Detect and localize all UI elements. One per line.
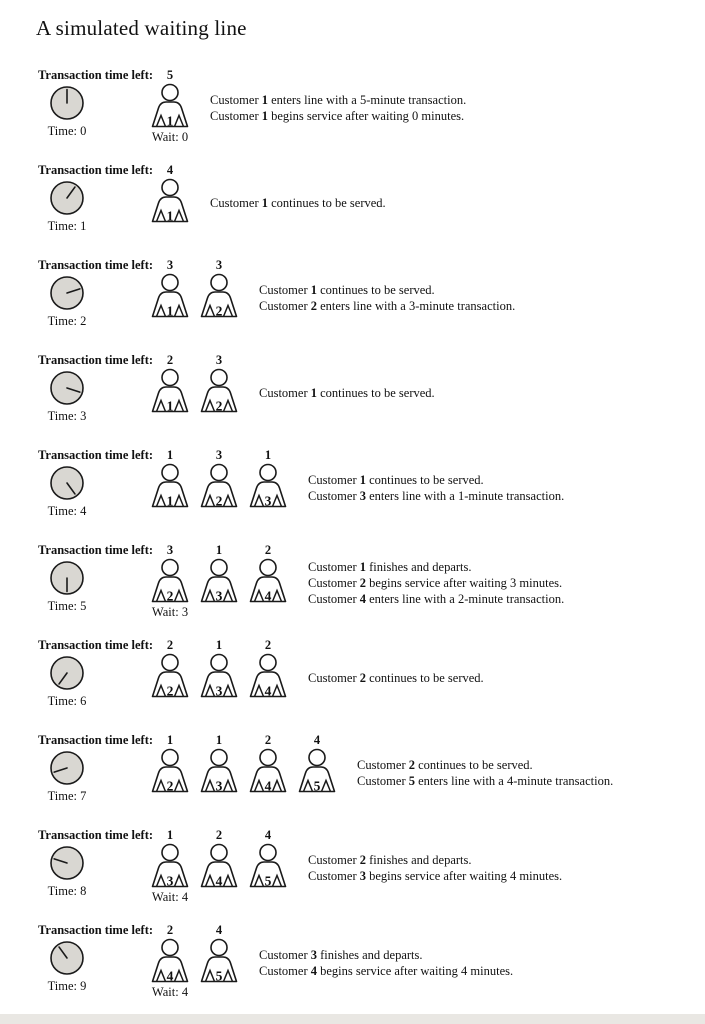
simulation-step <box>0 733 705 828</box>
customer-icon <box>196 938 242 984</box>
customer-ref-number: 5 <box>408 774 415 788</box>
transaction-time-value: 1 <box>166 448 174 462</box>
event-text <box>308 841 562 895</box>
event-line: Customer 2 enters line with a 3-minute transaction. <box>259 299 516 313</box>
customer-ref-number: 1 <box>261 93 268 107</box>
svg-text:4: 4 <box>264 683 272 699</box>
time-label: Time: 1 <box>47 219 87 233</box>
transaction-time-value: 2 <box>264 543 272 557</box>
customer-icon <box>196 463 242 509</box>
svg-text:2: 2 <box>215 398 223 414</box>
event-line: Customer 4 enters line with a 2-minute transaction. <box>308 592 565 606</box>
svg-text:4: 4 <box>215 873 223 889</box>
customer-ref-number: 1 <box>359 473 366 487</box>
event-line: Customer 2 continues to be served. <box>357 758 533 772</box>
svg-text:3: 3 <box>166 873 174 889</box>
svg-text:2: 2 <box>215 303 223 319</box>
customer-icon <box>147 653 193 699</box>
event-line: Customer 1 continues to be served. <box>308 473 484 487</box>
customer-icon <box>294 748 340 794</box>
event-text <box>259 936 513 990</box>
transaction-time-value: 1 <box>264 448 272 462</box>
time-label: Time: 2 <box>47 314 87 328</box>
transaction-time-value: 2 <box>166 923 174 937</box>
transaction-time-value: 3 <box>215 258 223 272</box>
simulation-rows <box>0 68 705 1018</box>
customer-ref-number: 1 <box>310 283 317 297</box>
customer-ref-number: 4 <box>359 592 366 606</box>
transaction-time-value: 4 <box>313 733 321 747</box>
customer-ref-number: 1 <box>359 560 366 574</box>
event-line: Customer 5 enters line with a 4-minute transaction. <box>357 774 614 788</box>
event-line: Customer 1 continues to be served. <box>259 283 435 297</box>
customer-ref-number: 3 <box>359 869 366 883</box>
clock-icon <box>49 655 85 691</box>
transaction-time-value: 1 <box>215 543 223 557</box>
transaction-time-value: 5 <box>166 68 174 82</box>
customer-icon <box>196 843 242 889</box>
svg-text:1: 1 <box>166 398 174 414</box>
svg-text:2: 2 <box>166 588 174 604</box>
customer-ref-number: 1 <box>310 386 317 400</box>
event-text <box>308 556 564 610</box>
transaction-time-value: 3 <box>215 448 223 462</box>
event-text <box>308 461 564 515</box>
transaction-time-label: Transaction time left: <box>38 448 154 462</box>
svg-text:5: 5 <box>215 968 223 984</box>
event-line: Customer 1 finishes and departs. <box>308 560 472 574</box>
svg-text:3: 3 <box>215 778 223 794</box>
clock-icon <box>49 940 85 976</box>
svg-text:1: 1 <box>166 113 174 129</box>
simulation-step <box>0 258 705 353</box>
time-label: Time: 9 <box>47 979 87 993</box>
svg-text:5: 5 <box>313 778 321 794</box>
transaction-time-value: 2 <box>166 638 174 652</box>
time-label: Time: 7 <box>47 789 87 803</box>
transaction-time-value: 1 <box>215 638 223 652</box>
event-line: Customer 2 continues to be served. <box>308 671 484 685</box>
event-line: Customer 4 begins service after waiting 4 minutes. <box>259 964 514 978</box>
event-line: Customer 3 finishes and departs. <box>259 948 423 962</box>
svg-text:1: 1 <box>166 208 174 224</box>
customer-icon <box>147 558 193 604</box>
clock-icon <box>49 560 85 596</box>
svg-text:3: 3 <box>215 588 223 604</box>
customer-ref-number: 1 <box>261 196 268 210</box>
customer-icon <box>147 938 193 984</box>
clock-icon <box>49 845 85 881</box>
svg-text:1: 1 <box>166 303 174 319</box>
customer-icon <box>147 843 193 889</box>
svg-text:4: 4 <box>264 778 272 794</box>
transaction-time-label: Transaction time left: <box>38 68 154 82</box>
customer-icon <box>147 748 193 794</box>
customer-icon <box>245 558 291 604</box>
simulation-step <box>0 448 705 543</box>
transaction-time-value: 1 <box>215 733 223 747</box>
transaction-time-value: 3 <box>215 353 223 367</box>
customer-icon <box>196 748 242 794</box>
customer-ref-number: 1 <box>261 109 268 123</box>
simulation-step <box>0 353 705 448</box>
time-label: Time: 3 <box>47 409 87 423</box>
simulation-step <box>0 543 705 638</box>
simulation-step <box>0 638 705 733</box>
svg-text:1: 1 <box>166 493 174 509</box>
simulation-step <box>0 163 705 258</box>
transaction-time-label: Transaction time left: <box>38 733 154 747</box>
transaction-time-value: 2 <box>215 828 223 842</box>
event-text <box>357 746 613 800</box>
event-line: Customer 2 begins service after waiting 3 minutes. <box>308 576 563 590</box>
event-line: Customer 1 enters line with a 5-minute transaction. <box>210 93 467 107</box>
clock-icon <box>49 465 85 501</box>
event-line: Customer 3 begins service after waiting 4 minutes. <box>308 869 563 883</box>
time-label: Time: 4 <box>47 504 87 518</box>
transaction-time-value: 2 <box>166 353 174 367</box>
customer-icon <box>196 273 242 319</box>
svg-text:3: 3 <box>215 683 223 699</box>
svg-text:2: 2 <box>215 493 223 509</box>
customer-icon <box>245 748 291 794</box>
event-text <box>210 176 386 230</box>
customer-ref-number: 2 <box>408 758 415 772</box>
event-text <box>259 271 515 325</box>
customer-ref-number: 2 <box>359 853 366 867</box>
transaction-time-value: 4 <box>264 828 272 842</box>
time-label: Time: 0 <box>47 124 87 138</box>
transaction-time-value: 1 <box>166 733 174 747</box>
event-line: Customer 2 finishes and departs. <box>308 853 472 867</box>
transaction-time-value: 3 <box>166 543 174 557</box>
customer-icon <box>147 178 193 224</box>
clock-icon <box>49 370 85 406</box>
simulation-step <box>0 923 705 1018</box>
bottom-strip <box>0 1014 705 1024</box>
event-text <box>259 366 435 420</box>
event-line: Customer 3 enters line with a 1-minute transaction. <box>308 489 565 503</box>
customer-icon <box>147 368 193 414</box>
simulation-step <box>0 828 705 923</box>
event-line: Customer 1 begins service after waiting 0 minutes. <box>210 109 465 123</box>
time-label: Time: 8 <box>47 884 87 898</box>
transaction-time-label: Transaction time left: <box>38 828 154 842</box>
transaction-time-label: Transaction time left: <box>38 258 154 272</box>
customer-icon <box>196 653 242 699</box>
customer-icon <box>196 368 242 414</box>
event-text <box>308 651 484 705</box>
transaction-time-label: Transaction time left: <box>38 638 154 652</box>
transaction-time-value: 4 <box>215 923 223 937</box>
customer-icon <box>147 83 193 129</box>
svg-text:5: 5 <box>264 873 272 889</box>
clock-icon <box>49 275 85 311</box>
customer-ref-number: 2 <box>310 299 317 313</box>
customer-ref-number: 3 <box>359 489 366 503</box>
clock-icon <box>49 750 85 786</box>
wait-label: Wait: 4 <box>151 890 189 904</box>
svg-text:4: 4 <box>166 968 174 984</box>
event-line: Customer 1 continues to be served. <box>259 386 435 400</box>
svg-text:3: 3 <box>264 493 272 509</box>
customer-icon <box>196 558 242 604</box>
customer-icon <box>147 273 193 319</box>
svg-text:4: 4 <box>264 588 272 604</box>
wait-label: Wait: 3 <box>151 605 189 619</box>
customer-icon <box>245 653 291 699</box>
wait-label: Wait: 4 <box>151 985 189 999</box>
time-label: Time: 6 <box>47 694 87 708</box>
transaction-time-label: Transaction time left: <box>38 163 154 177</box>
simulation-step <box>0 68 705 163</box>
transaction-time-value: 1 <box>166 828 174 842</box>
svg-text:2: 2 <box>166 778 174 794</box>
svg-text:2: 2 <box>166 683 174 699</box>
transaction-time-value: 2 <box>264 733 272 747</box>
event-line: Customer 1 continues to be served. <box>210 196 386 210</box>
customer-icon <box>245 843 291 889</box>
wait-label: Wait: 0 <box>151 130 189 144</box>
transaction-time-value: 3 <box>166 258 174 272</box>
page-title: A simulated waiting line <box>36 16 247 40</box>
time-label: Time: 5 <box>47 599 87 613</box>
transaction-time-value: 2 <box>264 638 272 652</box>
customer-ref-number: 2 <box>359 671 366 685</box>
customer-icon <box>147 463 193 509</box>
customer-icon <box>245 463 291 509</box>
event-text <box>210 81 466 135</box>
transaction-time-label: Transaction time left: <box>38 543 154 557</box>
customer-ref-number: 2 <box>359 576 366 590</box>
clock-icon <box>49 85 85 121</box>
transaction-time-value: 4 <box>166 163 174 177</box>
customer-ref-number: 4 <box>310 964 317 978</box>
transaction-time-label: Transaction time left: <box>38 923 154 937</box>
transaction-time-label: Transaction time left: <box>38 353 154 367</box>
customer-ref-number: 3 <box>310 948 317 962</box>
clock-icon <box>49 180 85 216</box>
